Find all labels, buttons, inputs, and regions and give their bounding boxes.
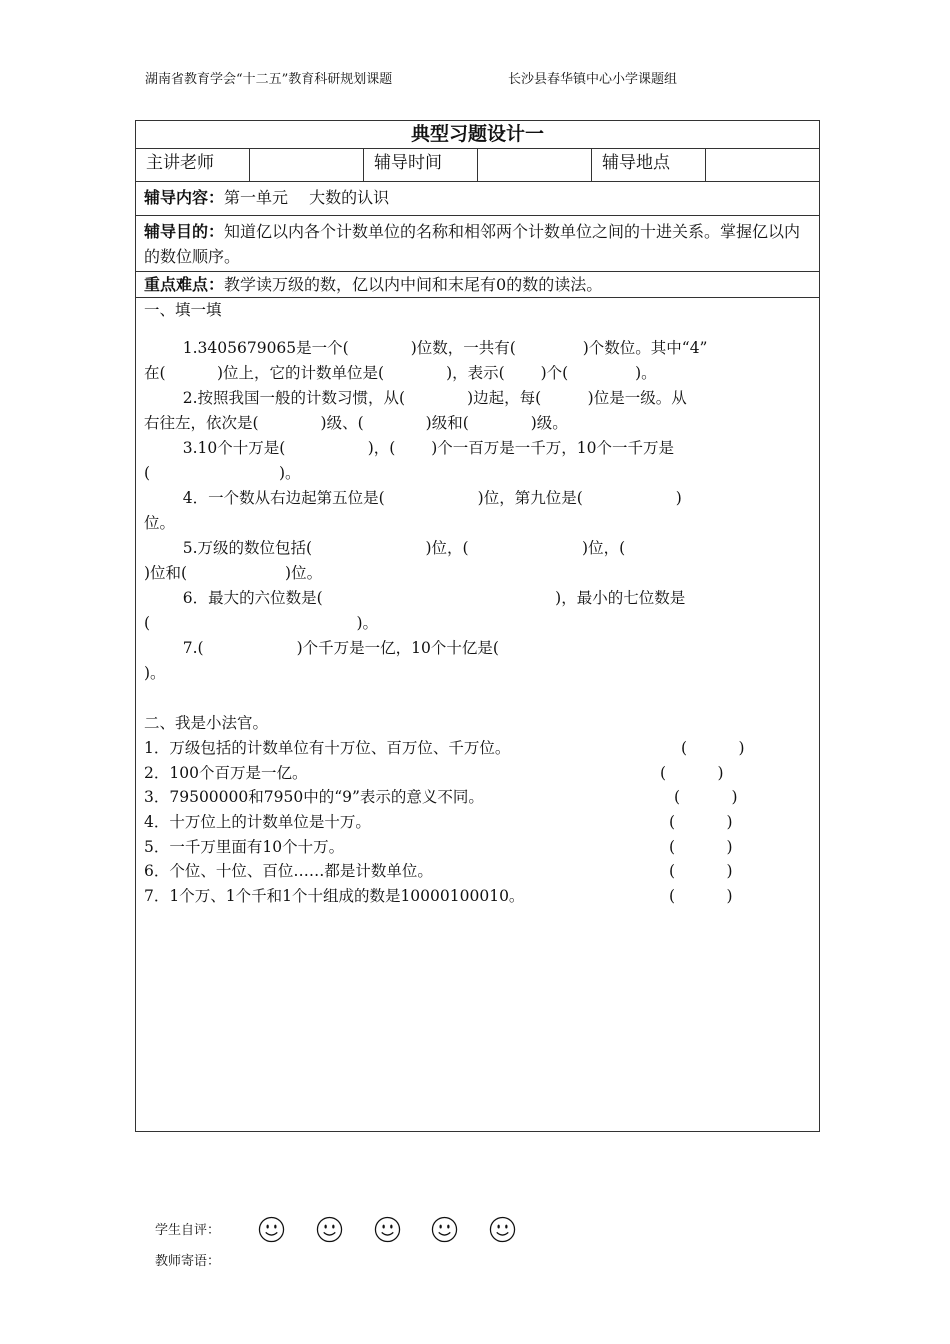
judge-item-text: 6．个位、十位、百位……都是计数单位。 [144, 862, 433, 881]
answer-paren[interactable]: ( ) [660, 763, 724, 782]
answer-paren[interactable]: ( ) [669, 813, 733, 832]
smiley-face-icon[interactable] [316, 1216, 343, 1243]
place-label: 辅导地点 [592, 149, 706, 181]
answer-paren[interactable]: ( ) [669, 862, 733, 881]
question-5-line-2: )位和( )位。 [144, 564, 323, 582]
smiley-face-icon[interactable] [258, 1216, 285, 1243]
question-1-line-1: 1.3405679065是一个( )位数，一共有( )个数位。其中“4” [182, 339, 708, 357]
exercise-area [136, 298, 819, 909]
judge-item [144, 859, 811, 884]
teacher-message-label: 教师寄语： [155, 1254, 221, 1269]
question-6-line-2: ( )。 [144, 614, 379, 632]
question-6-line-1: 6．最大的六位数是( )，最小的七位数是 [182, 589, 686, 607]
question-3-line-2: ( )。 [144, 464, 301, 482]
judge-item [144, 761, 811, 786]
answer-paren[interactable]: ( ) [674, 788, 738, 807]
goal-row [136, 216, 819, 272]
time-value [478, 149, 592, 181]
question-4-line-2: 位。 [144, 514, 176, 532]
question-1-line-2: 在( )位上，它的计数单位是( )，表示( )个( )。 [144, 364, 657, 382]
question-7-line-2: )。 [144, 664, 166, 682]
content-label: 辅导内容： [144, 188, 225, 207]
smiley-face-icon[interactable] [431, 1216, 458, 1243]
place-value [706, 149, 819, 181]
judge-item-text: 3．79500000和7950中的“9”表示的意义不同。 [144, 788, 484, 807]
header-left: 湖南省教育学会“十二五”教育科研规划课题 [145, 72, 393, 87]
section2-heading: 二、我是小法官。 [144, 714, 269, 732]
judge-item-text: 7．1个万、1个千和1个十组成的数是10000100010。 [144, 887, 525, 906]
question-5-line-1: 5.万级的数位包括( )位，( )位，( [182, 539, 626, 557]
teacher-value [250, 149, 364, 181]
judge-item [144, 785, 811, 810]
teacher-label: 主讲老师 [136, 149, 250, 181]
judge-item-text: 4．十万位上的计数单位是十万。 [144, 813, 371, 832]
answer-paren[interactable]: ( ) [669, 887, 733, 906]
smiley-face-icon[interactable] [374, 1216, 401, 1243]
question-2-line-2: 右往左，依次是( )级、( )级和( )级。 [144, 414, 568, 432]
judge-item [144, 884, 811, 909]
time-label: 辅导时间 [364, 149, 478, 181]
judge-item-text: 5．一千万里面有10个十万。 [144, 837, 345, 856]
key-value: 教学读万级的数，亿以内中间和末尾有0的数的读法。 [224, 275, 603, 294]
judge-item [144, 736, 811, 761]
smiley-face-icon[interactable] [489, 1216, 516, 1243]
info-row [136, 149, 819, 182]
judge-item-text: 2．100个百万是一亿。 [144, 763, 308, 782]
answer-paren[interactable]: ( ) [669, 837, 733, 856]
question-4-line-1: 4．一个数从右边起第五位是( )位，第九位是( ) [182, 489, 682, 507]
self-eval-label: 学生自评： [155, 1223, 221, 1238]
question-3-line-1: 3.10个十万是( )，( )个一百万是一千万，10个一千万是 [182, 439, 675, 457]
goal-label: 辅导目的： [144, 222, 225, 241]
key-row [136, 272, 819, 298]
header-right: 长沙县春华镇中心小学课题组 [508, 72, 678, 87]
judge-item [144, 810, 811, 835]
content-value: 第一单元 大数的认识 [224, 188, 390, 207]
judge-item-text: 1．万级包括的计数单位有十万位、百万位、千万位。 [144, 739, 511, 757]
answer-paren[interactable]: ( ) [681, 739, 745, 757]
page-title: 典型习题设计一 [136, 121, 819, 149]
worksheet-table [135, 120, 820, 1132]
goal-value: 知道亿以内各个计数单位的名称和相邻两个计数单位之间的十进关系。掌握亿以内的数位顺序。 [144, 222, 801, 266]
content-row [136, 182, 819, 216]
question-7-line-1: 7.( )个千万是一亿，10个十亿是( [182, 639, 499, 657]
key-label: 重点难点： [144, 275, 225, 294]
section1-heading: 一、填一填 [144, 301, 222, 319]
judge-item [144, 835, 811, 860]
question-2-line-1: 2.按照我国一般的计数习惯，从( )边起，每( )位是一级。从 [182, 389, 687, 407]
